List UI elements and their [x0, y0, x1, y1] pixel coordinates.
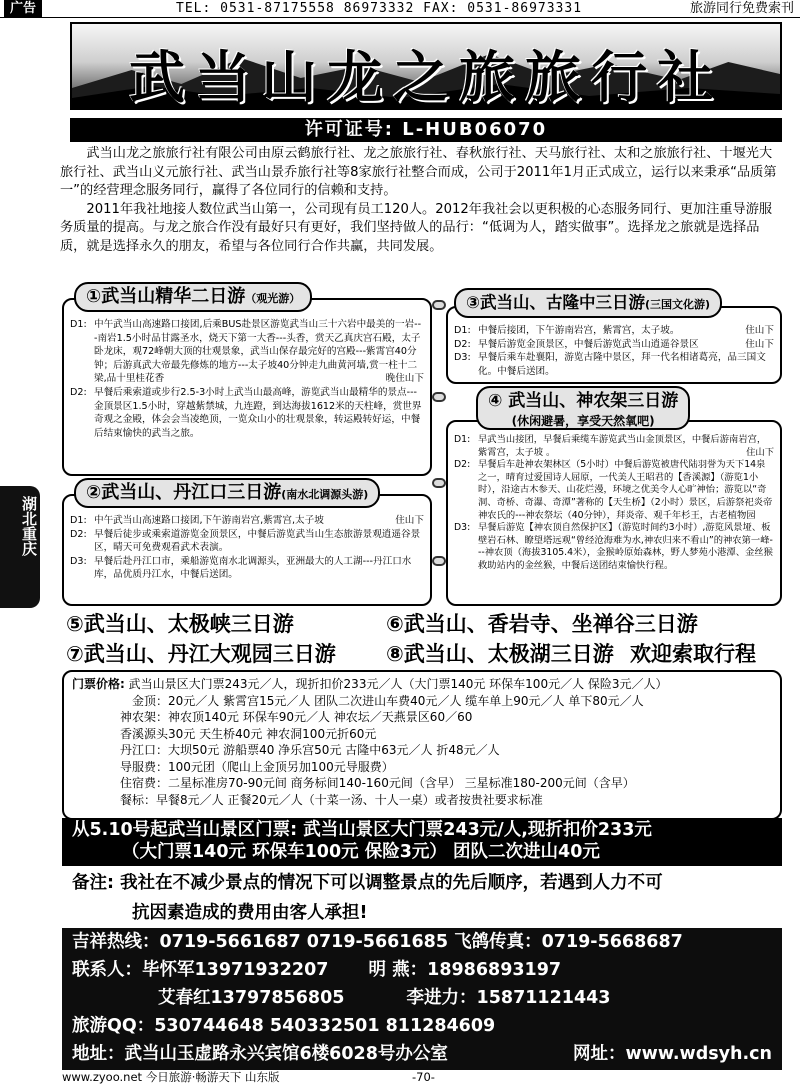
route-day: D2: 早餐后徒步或乘索道游览金顶景区，中餐后游览武当山生态旅游景观逍遥谷景区，晴天可免费观看武术表演。: [70, 528, 421, 554]
footer: [62, 1068, 782, 1086]
footer-site: www.zyoo.net 今日旅游·畅游天下 山东版: [62, 1070, 280, 1084]
route2-header: ②武当山、丹江口三日游(南水北调源头游): [74, 478, 380, 508]
intro-paragraph: 武当山龙之旅旅行社有限公司由原云鹤旅行社、龙之旅旅行社、春秋旅行社、天马旅行社、太和之旅旅行社、十堰光大旅行社、武当山义元旅行社、武当山景乔旅行社等8家旅行社整合而成，公司于2011年1月正式成立，运行以来秉承“品质第一”的经营理念服务同行，赢得了各位同行的信赖和支持。: [60, 146, 777, 198]
route-day: D1: 中餐后接团，下午游南岩宫，紫霄宫，太子坡。 住山下: [454, 325, 774, 336]
contact-block: [62, 928, 782, 1070]
company-intro: [60, 145, 782, 256]
route-day: D2: 早餐后游览金顶景区，中餐后游览武当山逍遥谷景区 住山下: [454, 338, 774, 350]
ticket-notice: [62, 818, 782, 866]
page-number: -70-: [412, 1070, 435, 1084]
qq-numbers: 旅游QQ：530744648 540332501 811284609: [72, 1016, 496, 1036]
route1-box: [62, 298, 432, 476]
remark-text: 我社在不减少景点的情况下可以调整景点的先后顺序，若遇到人力不可: [120, 873, 663, 893]
route7-title: ⑦武当山、丹江大观园三日游: [66, 642, 336, 666]
contact-person: 艾春红13797856805: [158, 988, 345, 1008]
route2-box: [62, 494, 432, 606]
contact-person: 明 燕：18986893197: [368, 960, 562, 980]
binder-ring: [432, 478, 446, 488]
route-day: D1: 早武当山接团，早餐后乘缆车游览武当山金顶景区，中餐后游南岩宫，紫霄宫，太子坡 。 住山下: [454, 434, 774, 458]
route4-box: [446, 420, 782, 606]
contact-line: TEL: 0531-87175558 86973332 FAX: 0531-86973331: [176, 1, 583, 16]
route-day: D1: 中午武当山高速路口接团,后乘BUS赴景区游览武当山三十六岩中最美的一岩---南岩1.5小时品甘露圣水，烧天下第一大香---头香，赏天乙真庆宫石殿，太子卧龙床，观72峰朝大顶的壮观景象，武当山保存最完好的宫殿---紫霄宫40分钟；后游真武大帝最先修炼的地方---太子坡40分钟走九曲黄河墙,赏一柱十二梁,品十里桂花香 晚住山下: [70, 319, 424, 385]
ticket-line: 金顶：20元／人 紫霄宫15元／人 团队二次进山车费40元／人 缆车单上90元／人 单下80元／人: [132, 693, 644, 708]
notice-line: 从5.10号起武当山景区门票: 武当山景区大门票243元/人,现折扣价233元: [72, 820, 652, 840]
intro-paragraph: 2011年我社地接人数位武当山第一，公司现有员工120人。2012年我社会以更积极的心态服务同行、更加注重导游服务质量的提高。与龙之旅合作没有最好只有更好，我们坚持做人的品行：“低调为人，踏实做事”。选择龙之旅就是选择品质，就是选择永久的朋友，希望与各位同行合作共赢，共同发展。: [60, 201, 773, 254]
binder-ring: [432, 300, 446, 310]
company-title: 武当山龙之旅旅行社: [129, 45, 723, 110]
license-number: 许可证号: L-HUB06070: [70, 118, 782, 142]
route5-title: ⑤武当山、太极峡三日游: [66, 612, 294, 636]
hotline: 吉祥热线：0719-5661687 0719-5661685 飞鸽传真：0719-5668687: [72, 932, 683, 952]
contact-person: 李进力：15871121443: [406, 988, 611, 1008]
notice-line: （大门票140元 环保车100元 保险3元） 团队二次进山40元: [122, 842, 600, 862]
region-label: 湖北重庆: [20, 496, 38, 556]
route-day: D3: 早餐后赴丹江口市，乘船游览南水北调源头，亚洲最大的人工湖---丹江口水库，品优质丹江水，中餐后送团。: [70, 555, 412, 581]
ticket-line: 丹江口：大坝50元 游船票40 净乐宫50元 古隆中63元／人 折48元／人: [120, 743, 500, 757]
ticket-line: 导服费：100元团（爬山上金顶另加100元导服费）: [120, 759, 394, 774]
route4-header: ④ 武当山、神农架三日游 (休闲避暑，享受天然氧吧): [476, 386, 690, 430]
ticket-line: 神农架：神农顶140元 环保车90元／人 神农坛／天燕景区60／60: [120, 710, 473, 724]
ticket-line: 香溪源头30元 天生桥40元 神农洞100元折60元: [120, 726, 377, 741]
banner: [70, 22, 782, 110]
route-day: D2: 早餐后车赴神农架林区（5小时）中餐后游览被唐代陆羽誉为天下14泉之一，晴育过爱国诗人屈原，一代美人王昭君的【香溪源】（游览1小时），沿途古木参天、山花烂漫，环境之优美令人心旷神怡；游览以“奇洞、奇桥、奇瀑、奇潭”著称的【天生桥】（2小时）景区，后游祭祀炎帝神农氏的---神农祭坛（40分钟），拜炎帝、观千年杉王，古老植物园: [454, 459, 773, 521]
top-bar: [0, 0, 800, 18]
ticket-line: 住宿费：二星标准房70-90元间 商务标间140-160元间（含早） 三星标准180-200元间（含早）: [120, 776, 635, 790]
binder-ring: [432, 392, 446, 402]
route-day: D2: 早餐后乘索道或步行2.5-3小时上武当山最高峰，游览武当山最精华的景点---金顶景区1.5小时，穿越紫禁城，九连蹬，到达海拔1612米的天柱峰，赏世界奇观之金殿，体会会当凌绝顶，一览众山小的壮观景象，转运殿转好运，中餐后结束愉快的武当之旅。: [70, 386, 422, 439]
contact-person: 毕怀军13971932207: [142, 960, 329, 980]
route3-header: ③武当山、古隆中三日游(三国文化游): [454, 288, 722, 318]
region-tab: [0, 486, 40, 608]
ticket-line: 餐标：早餐8元／人 正餐20元／人（十菜一汤、十人一桌）或者按贵社要求标准: [120, 792, 543, 807]
route-day: D3: 早餐后游览【神农顶自然保护区】（游览时间约3小时）,游览风景垭、板壁岩石林、瞭望塔远观“曾经沧海难为水,神农归来不看山”的神农第一峰---神农顶（海拔3105.4米），金猴岭原始森林，野人梦苑小港潭、金丝猴救助站内的金丝猴，中餐后送团结束愉快行程。: [454, 522, 773, 571]
route-day: D3: 早餐后乘车赴襄阳，游览古隆中景区，拜一代名相诸葛亮，品三国文化。中餐后送团。: [454, 352, 766, 377]
binder-ring: [432, 556, 446, 566]
remark: [72, 868, 782, 928]
route6-title: ⑥武当山、香岩寺、坐禅谷三日游: [386, 612, 698, 636]
website-link[interactable]: 网址：www.wdsyh.cn: [573, 1044, 772, 1064]
request-itinerary: 欢迎索取行程: [630, 642, 756, 666]
contact-label: 联系人：: [72, 960, 142, 980]
route8-title: ⑧武当山、太极湖三日游: [386, 642, 614, 666]
ticket-label: 门票价格:: [72, 677, 125, 691]
free-magazine-note: 旅游同行免费索刊: [689, 1, 794, 16]
ticket-line: 武当山景区大门票243元／人，现折扣价233元／人（大门票140元 环保车100元／人 保险3元／人）: [128, 677, 668, 691]
route1-header: ①武当山精华二日游（观光游）: [74, 282, 312, 312]
ad-label: 广告: [4, 0, 42, 18]
remark-text: 抗因素造成的费用由客人承担!: [132, 903, 368, 923]
remark-label: 备注:: [72, 873, 114, 893]
route-day: D1: 中午武当山高速路口接团,下午游南岩宫,紫霄宫,太子坡 住山下: [70, 515, 424, 526]
ticket-prices: [62, 670, 782, 820]
address: 地址：武当山玉虚路永兴宾馆6楼6028号办公室: [72, 1044, 448, 1064]
